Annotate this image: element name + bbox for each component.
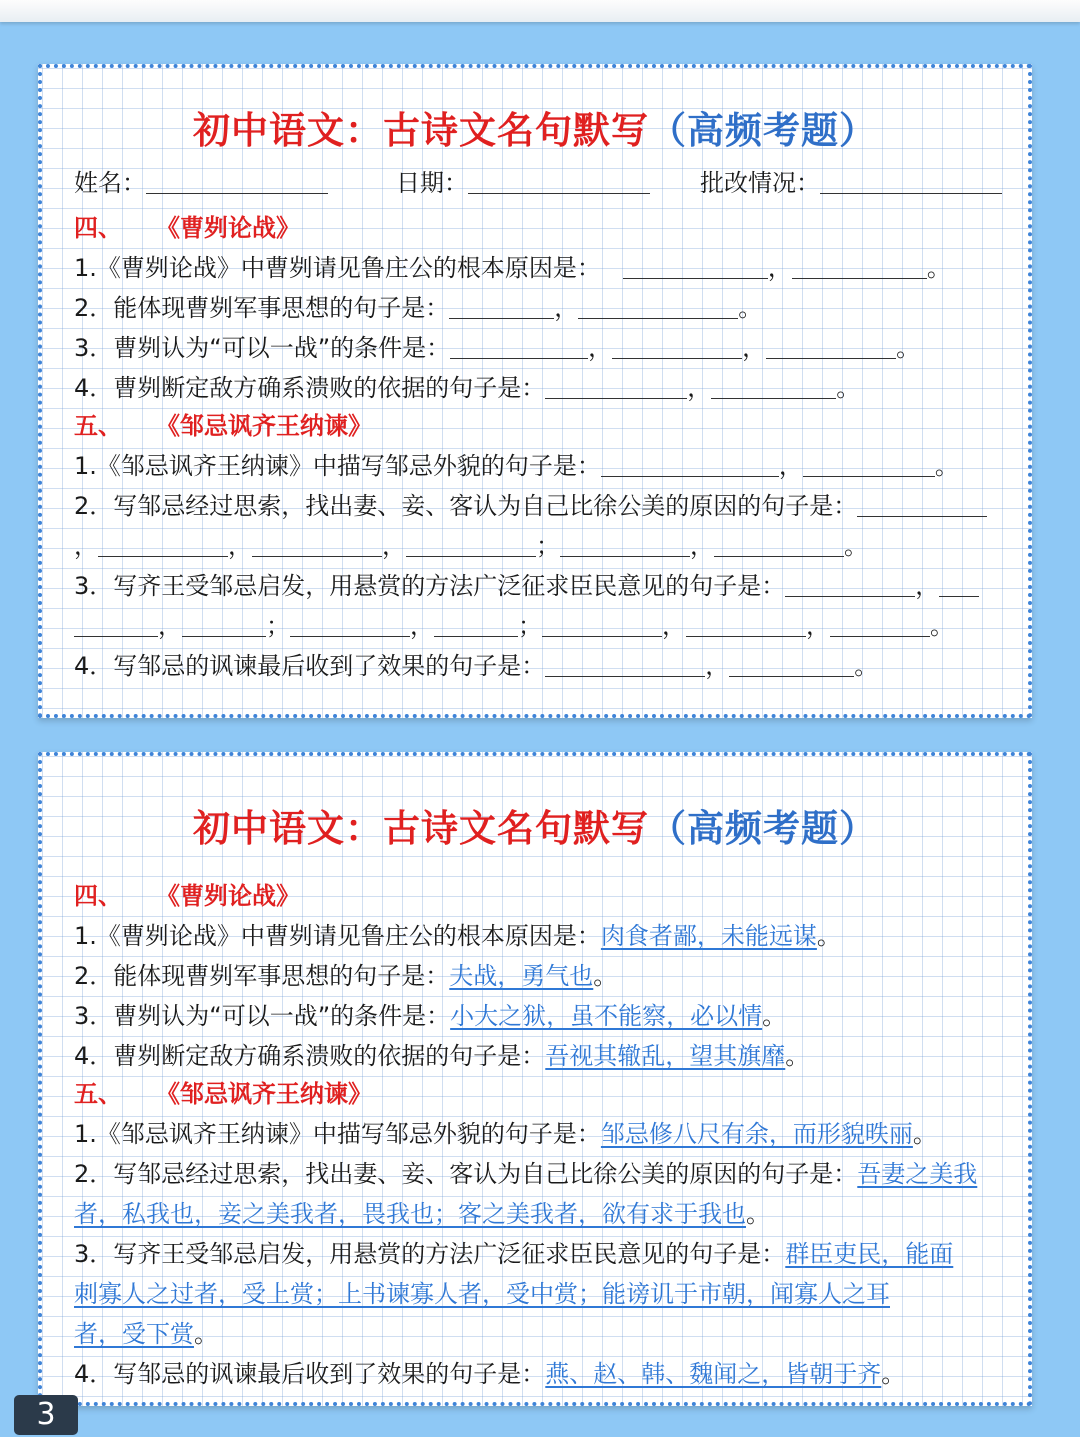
- answer-blank[interactable]: [785, 595, 915, 597]
- period: 。: [934, 452, 959, 480]
- section-5-title: 《邹忌讽齐王纳谏》: [156, 412, 372, 440]
- period: 。: [930, 612, 954, 640]
- period: 。: [746, 1200, 770, 1228]
- section-4-title: 《曹刿论战》: [156, 882, 300, 910]
- answer-4-2: [74, 956, 617, 991]
- answer-blank[interactable]: [449, 317, 554, 319]
- question-text: 2．写邹忌经过思索，找出妻、妾、客认为自己比徐公美的原因的句子是：: [74, 492, 858, 520]
- period: 。: [854, 652, 879, 680]
- comma: ，: [806, 612, 830, 640]
- question-5-1: [74, 446, 959, 481]
- question-text: 2．能体现曹刿军事思想的句子是：: [74, 294, 450, 322]
- question-text: 3．曹刿认为“可以一战”的条件是：: [74, 1002, 451, 1030]
- answer-blank[interactable]: [686, 635, 806, 637]
- section-4-heading: [74, 208, 300, 243]
- semicolon: ；: [518, 612, 542, 640]
- comma: ，: [228, 532, 252, 560]
- section-4-heading: [74, 876, 300, 911]
- answer-5-3-cont: [74, 1274, 890, 1309]
- period: 。: [816, 922, 841, 950]
- review-blank[interactable]: [820, 192, 1002, 194]
- question-text: 4．曹刿断定敌方确系溃败的依据的句子是：: [74, 374, 546, 402]
- answer-blank[interactable]: [290, 635, 410, 637]
- answer-blank[interactable]: [623, 277, 768, 279]
- question-5-3-cont: [74, 606, 954, 641]
- top-paper-strip: [0, 0, 1080, 22]
- comma: ，: [158, 612, 182, 640]
- answer-blank[interactable]: [406, 555, 536, 557]
- answer-blank[interactable]: [74, 635, 158, 637]
- comma: ，: [915, 572, 940, 600]
- answer-blank[interactable]: [939, 595, 979, 597]
- question-text: 1.《邹忌讽齐王纳谏》中描写邹忌外貌的句子是：: [74, 452, 601, 480]
- answer-blank[interactable]: [711, 397, 836, 399]
- period: 。: [738, 294, 763, 322]
- title-main: 初中语文：古诗文名句默写: [193, 807, 649, 850]
- name-field[interactable]: [74, 163, 328, 198]
- comma: ，: [588, 334, 613, 362]
- question-text: 2．写邹忌经过思索，找出妻、妾、客认为自己比徐公美的原因的句子是：: [74, 1160, 858, 1188]
- answer-text: 刺寡人之过者，受上赏；上书谏寡人者，受中赏；能谤讥于市朝，闻寡人之耳: [74, 1280, 890, 1308]
- question-text: 3．写齐王受邹忌启发，用悬赏的方法广泛征求臣民意见的句子是：: [74, 572, 786, 600]
- comma: ，: [767, 254, 792, 282]
- answer-4-4: [74, 1036, 809, 1071]
- answer-5-2: [74, 1154, 977, 1189]
- title-tag: 高频考题: [687, 807, 839, 850]
- question-text: 4．曹刿断定敌方确系溃败的依据的句子是：: [74, 1042, 546, 1070]
- answer-5-2-cont: [74, 1194, 770, 1229]
- comma: ，: [382, 532, 406, 560]
- question-text: 3．写齐王受邹忌启发，用悬赏的方法广泛征求臣民意见的句子是：: [74, 1240, 786, 1268]
- period: 。: [896, 334, 921, 362]
- date-field[interactable]: [396, 163, 650, 198]
- name-label: 姓名：: [74, 169, 146, 197]
- answer-blank[interactable]: [578, 317, 738, 319]
- answer-blank[interactable]: [803, 475, 935, 477]
- comma: ，: [554, 294, 579, 322]
- answer-blank[interactable]: [766, 357, 896, 359]
- period: 。: [844, 532, 868, 560]
- worksheet-answers: [38, 752, 1032, 1406]
- answer-text: 肉食者鄙，未能远谋: [600, 922, 817, 950]
- review-field[interactable]: [700, 163, 1002, 198]
- answer-blank[interactable]: [545, 397, 687, 399]
- section-4-num: 四、: [74, 882, 122, 910]
- question-5-2-cont: [74, 526, 868, 561]
- answer-blank[interactable]: [830, 635, 930, 637]
- answer-blank[interactable]: [545, 675, 705, 677]
- question-4-4: [74, 368, 860, 403]
- comma: ，: [74, 532, 98, 560]
- title-paren-close: ）: [839, 109, 877, 152]
- period: 。: [762, 1002, 787, 1030]
- period: 。: [926, 254, 951, 282]
- answer-blank[interactable]: [450, 357, 588, 359]
- page-number-badge: 3: [14, 1395, 78, 1435]
- title-paren-open: （: [649, 109, 687, 152]
- question-text: 4．写邹忌的讽谏最后收到了效果的句子是：: [74, 652, 546, 680]
- comma: ，: [690, 532, 714, 560]
- answer-text: 小大之狱，虽不能察，必以情: [450, 1002, 763, 1030]
- question-text: 1.《邹忌讽齐王纳谏》中描写邹忌外貌的句子是：: [74, 1120, 601, 1148]
- period: 。: [912, 1120, 937, 1148]
- answer-5-3-cont2: [74, 1314, 218, 1349]
- section-4-num: 四、: [74, 214, 122, 242]
- answer-text: 吾视其辙乱，望其旗靡: [545, 1042, 786, 1070]
- answer-blank[interactable]: [792, 277, 927, 279]
- answer-5-3: [74, 1234, 953, 1269]
- section-5-num: 五、: [74, 1080, 122, 1108]
- question-text: 1.《曹刿论战》中曹刿请见鲁庄公的根本原因是：: [74, 254, 601, 282]
- semicolon: ；: [266, 612, 290, 640]
- title-tag: 高频考题: [687, 109, 839, 152]
- answer-blank[interactable]: [560, 555, 690, 557]
- section-5-heading: [74, 1074, 372, 1109]
- answers-title: [42, 798, 1028, 852]
- question-text: 2．能体现曹刿军事思想的句子是：: [74, 962, 450, 990]
- answer-5-1: [74, 1114, 937, 1149]
- answer-text: 燕、赵、韩、魏闻之，皆朝于齐: [545, 1360, 882, 1388]
- answer-text: 者，私我也，妾之美我者，畏我也；客之美我者，欲有求于我也: [74, 1200, 746, 1228]
- answer-blank[interactable]: [98, 555, 228, 557]
- answer-blank[interactable]: [857, 515, 987, 517]
- title-paren-open: （: [649, 807, 687, 850]
- section-4-title: 《曹刿论战》: [156, 214, 300, 242]
- answer-blank[interactable]: [612, 357, 742, 359]
- comma: ，: [778, 452, 803, 480]
- comma: ，: [410, 612, 434, 640]
- period: 。: [194, 1320, 218, 1348]
- name-blank[interactable]: [146, 192, 328, 194]
- title-main: 初中语文：古诗文名句默写: [193, 109, 649, 152]
- comma: ，: [687, 374, 712, 402]
- comma: ，: [662, 612, 686, 640]
- section-5-num: 五、: [74, 412, 122, 440]
- question-4-2: [74, 288, 762, 323]
- question-text: 3．曹刿认为“可以一战”的条件是：: [74, 334, 451, 362]
- date-blank[interactable]: [468, 192, 650, 194]
- semicolon: ；: [536, 532, 560, 560]
- question-text: 1.《曹刿论战》中曹刿请见鲁庄公的根本原因是：: [74, 922, 601, 950]
- answer-4-1: [74, 916, 841, 951]
- review-label: 批改情况：: [700, 169, 820, 197]
- title-paren-close: ）: [839, 807, 877, 850]
- answer-text: 群臣吏民，能面: [785, 1240, 954, 1268]
- period: 。: [593, 962, 618, 990]
- answer-text: 吾妻之美我: [857, 1160, 978, 1188]
- section-5-title: 《邹忌讽齐王纳谏》: [156, 1080, 372, 1108]
- answer-text: 者，受下赏: [74, 1320, 194, 1348]
- period: 。: [881, 1360, 906, 1388]
- answer-4-3: [74, 996, 786, 1031]
- answer-5-4: [74, 1354, 905, 1389]
- comma: ，: [705, 652, 730, 680]
- answer-blank[interactable]: [601, 475, 779, 477]
- answer-blank[interactable]: [252, 555, 382, 557]
- period: 。: [785, 1042, 810, 1070]
- answer-blank[interactable]: [729, 675, 854, 677]
- answer-blank[interactable]: [714, 555, 844, 557]
- period: 。: [836, 374, 861, 402]
- answer-text: 邹忌修八尺有余，而形貌昳丽: [600, 1120, 913, 1148]
- answer-blank[interactable]: [182, 635, 266, 637]
- question-5-3: [74, 566, 979, 601]
- worksheet-title: [42, 100, 1028, 154]
- answer-text: 夫战，勇气也: [449, 962, 594, 990]
- answer-blank[interactable]: [434, 635, 518, 637]
- answer-blank[interactable]: [542, 635, 662, 637]
- question-5-2: [74, 486, 987, 521]
- question-text: 4．写邹忌的讽谏最后收到了效果的句子是：: [74, 1360, 546, 1388]
- worksheet-blank: [38, 64, 1032, 718]
- question-4-3: [74, 328, 920, 363]
- comma: ，: [742, 334, 767, 362]
- question-4-1: [74, 248, 951, 283]
- section-5-heading: [74, 406, 372, 441]
- date-label: 日期：: [396, 169, 468, 197]
- question-5-4: [74, 646, 878, 681]
